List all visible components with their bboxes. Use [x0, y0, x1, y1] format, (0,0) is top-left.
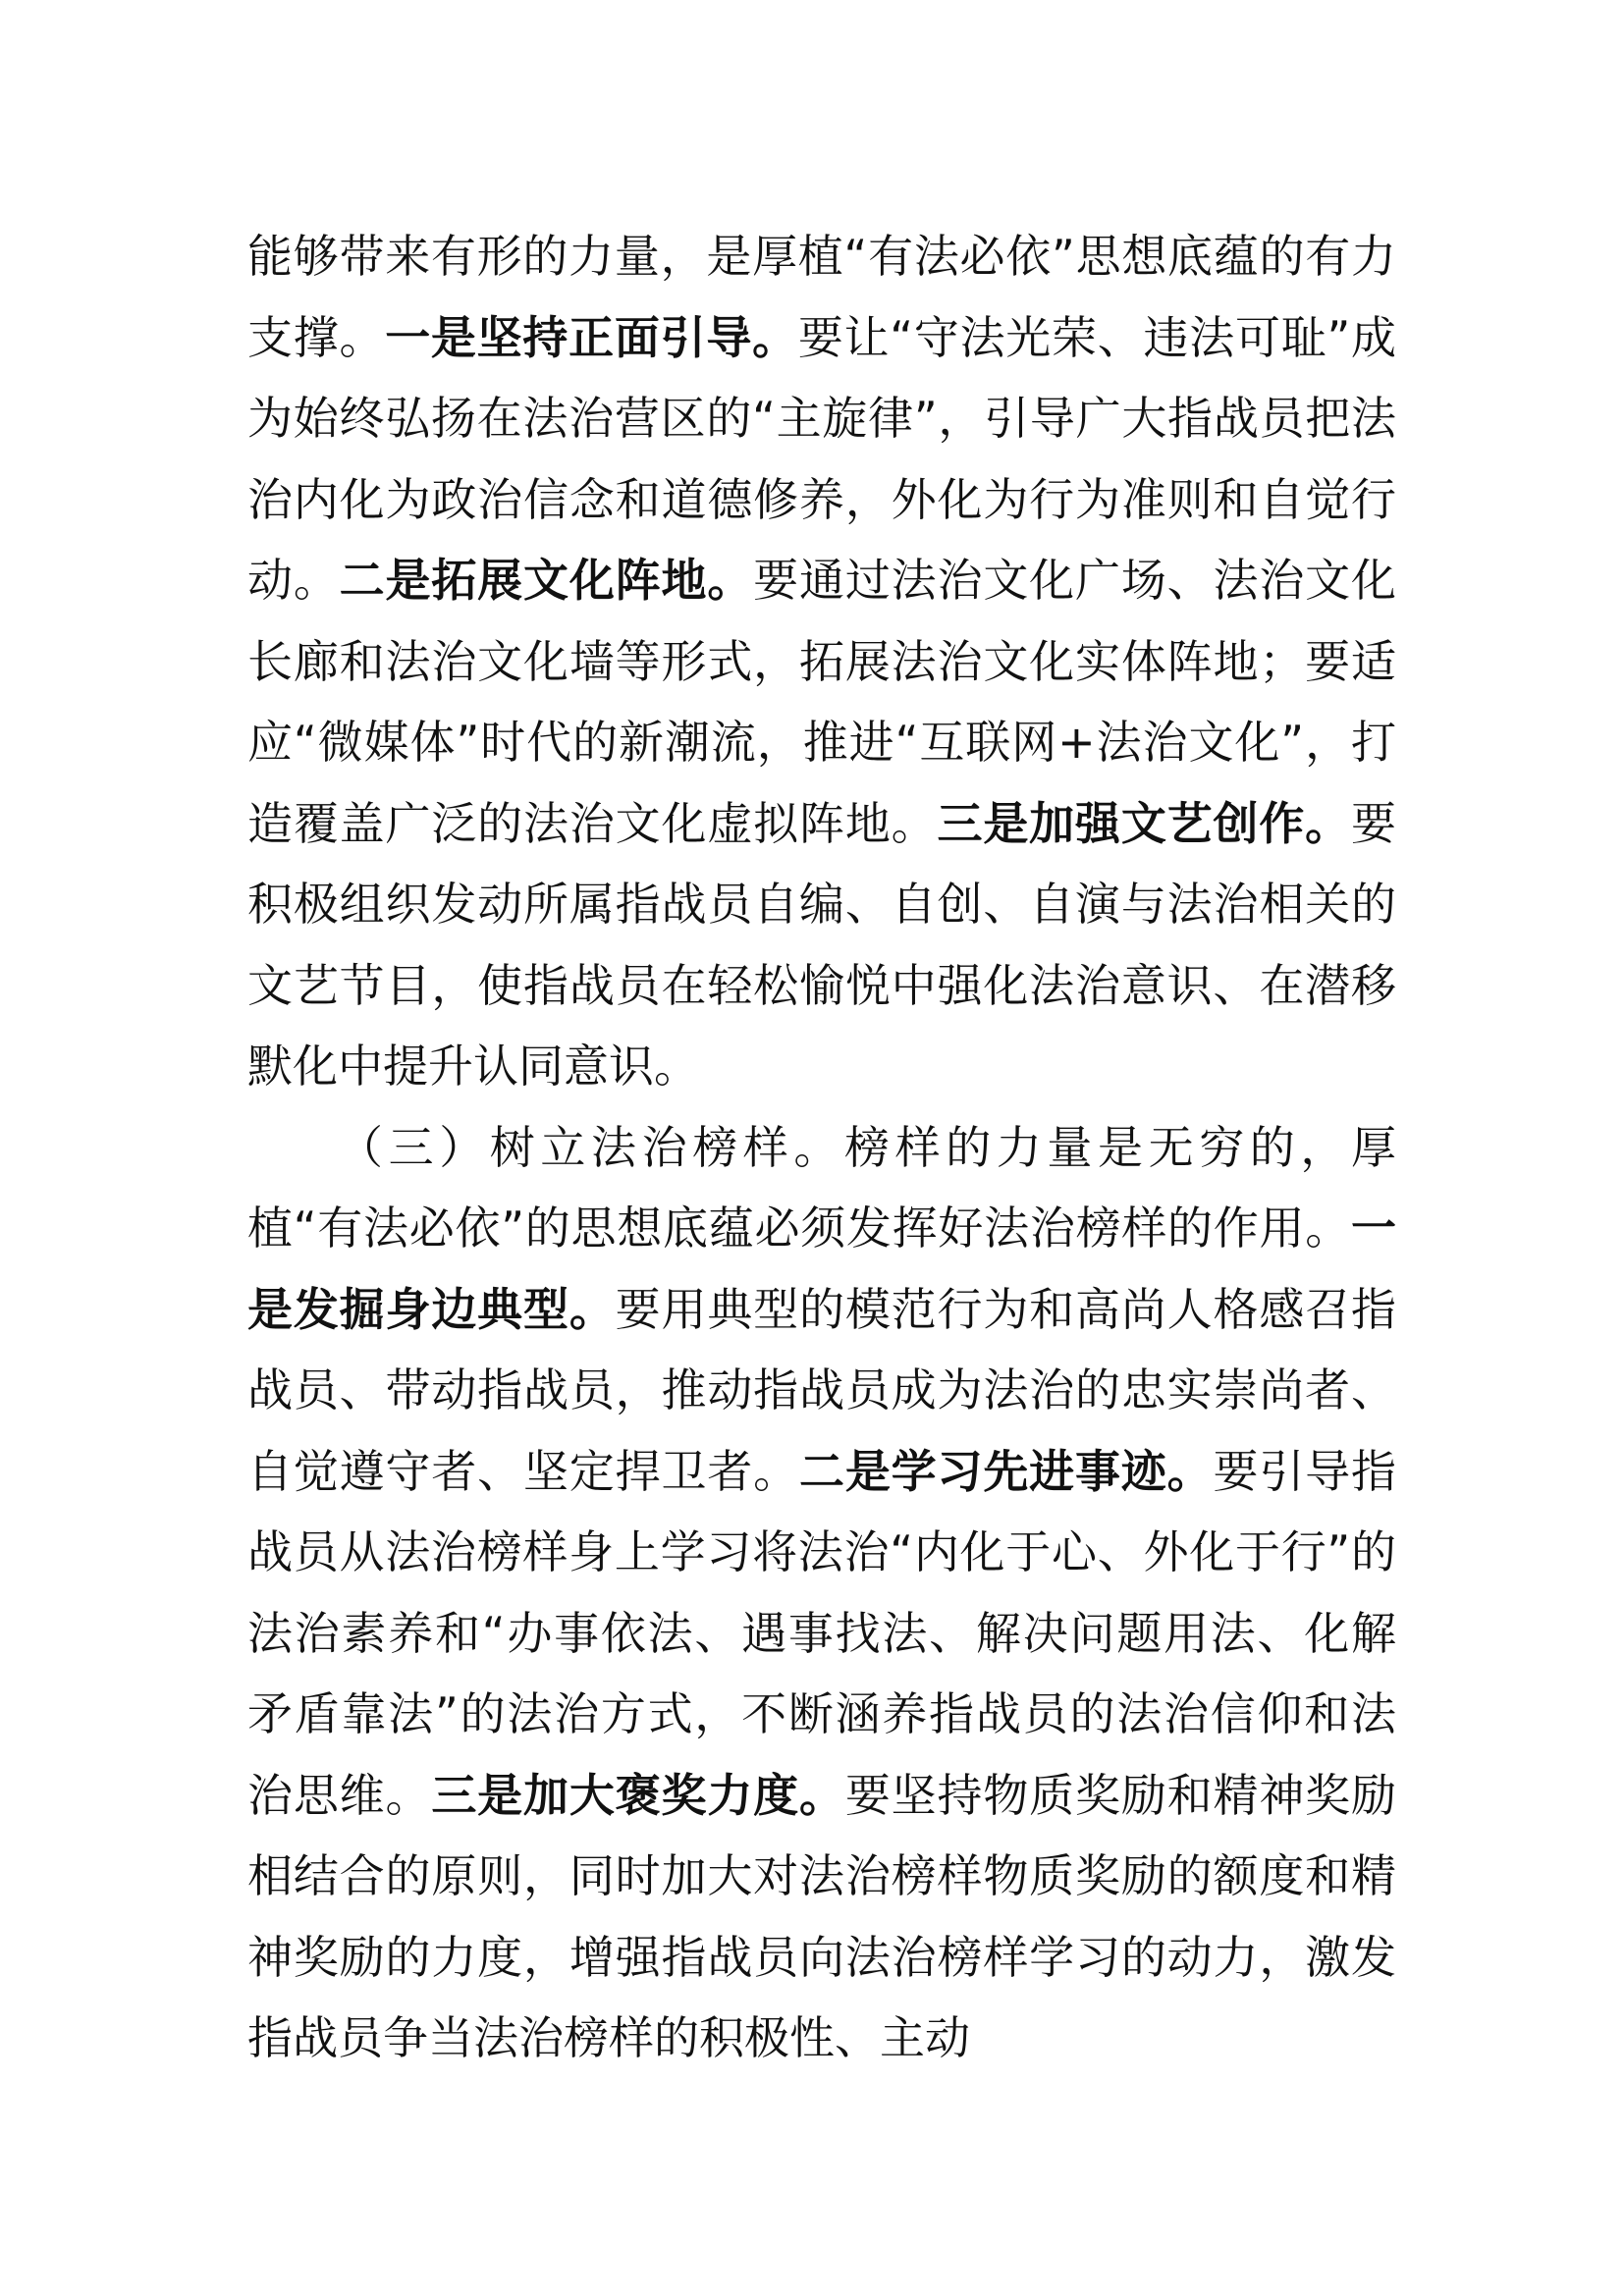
text-run: 要坚持物质奖励和精神奖励相结合的原则，同时加大对法治榜样物质奖励的额度和精神奖励的力度，增强指战员向法治榜样学习的动力，激发指战员争当法治榜样的积极性、主动: [247, 1768, 1397, 2064]
section-lead-text: （三）树立法治榜样。榜样的力量是无穷的，厚植“有法必依”的思想底蕴必须发挥好法治榜样的作用。: [247, 1120, 1396, 1255]
text-run: 要引导指战员从法治榜样身上学习将法治“内化于心、外化于行”的法治素养和“办事依法、遇事找法、解决问题用法、化解矛盾靠法”的法治方式，不断涵养指战员的法治信仰和法治思维。: [247, 1444, 1397, 1822]
text-run: 能够带来有形的力量，是厚植“有法必依”思想底蕴的有力支撑。: [247, 230, 1396, 364]
bold-heading-3: 三是加大褒奖力度。: [431, 1768, 845, 1822]
text-run: 要积极组织发动所属指战员自编、自创、自演与法治相关的文艺节目，使指战员在轻松愉悦中强化法治意识、在潜移默化中提升认同意识。: [247, 796, 1397, 1093]
bold-heading-2: 二是学习先进事迹。: [799, 1444, 1214, 1498]
text-run: 要用典型的模范行为和高尚人格感召指战员、带动指战员，推动指战员成为法治的忠实崇尚者、自觉遵守者、坚定捍卫者。: [247, 1282, 1397, 1498]
document-body: [247, 216, 1396, 2079]
text-run: 要通过法治文化广场、法治文化长廊和法治文化墙等形式，拓展法治文化实体阵地；要适应“微媒体”时代的新潮流，推进“互联网+法治文化”，打造覆盖广泛的法治文化虚拟阵地。: [247, 554, 1397, 850]
paragraph-1: [247, 216, 1396, 1107]
text-run: 要让“守法光荣、违法可耻”成为始终弘扬在法治营区的“主旋律”，引导广大指战员把法治内化为政治信念和道德修养，外化为行为准则和自觉行动。: [247, 310, 1397, 607]
bold-heading-1: 一是发掘身边典型。: [247, 1201, 1396, 1336]
bold-heading-3: 三是加强文艺创作。: [937, 796, 1352, 850]
paragraph-2: [247, 1107, 1396, 2079]
bold-heading-2: 二是拓展文化阵地。: [339, 554, 754, 607]
bold-heading-1: 一是坚持正面引导。: [385, 310, 798, 364]
